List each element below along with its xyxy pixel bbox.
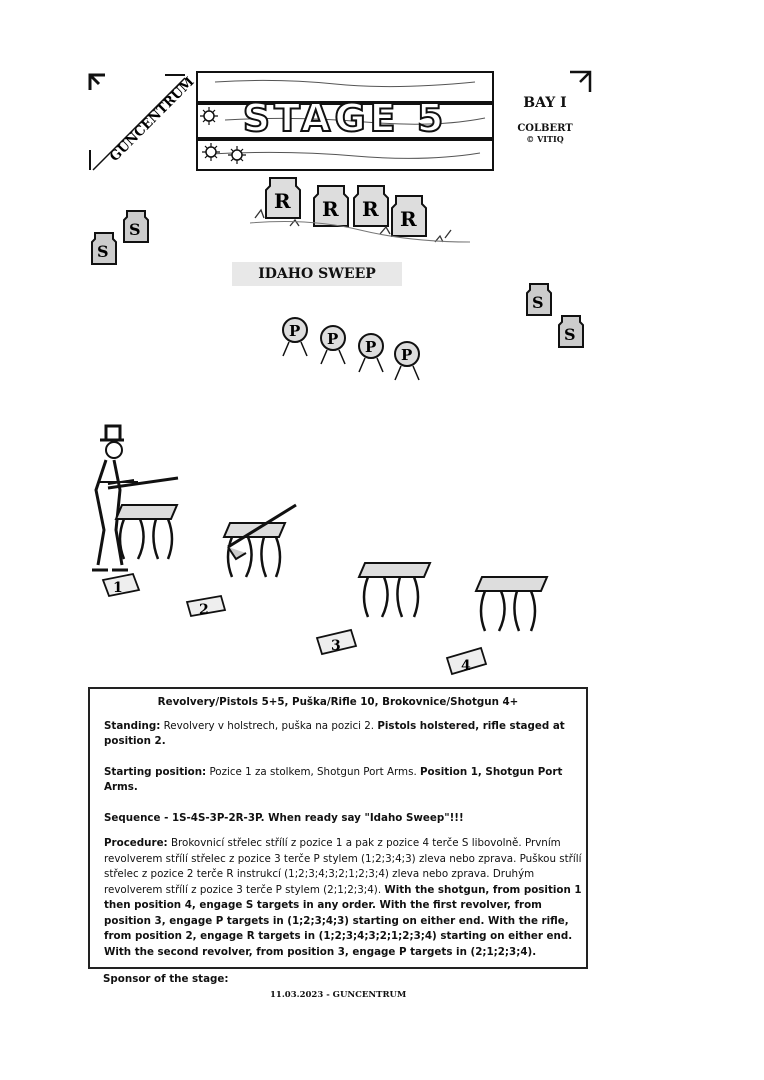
svg-text:3: 3: [331, 638, 341, 654]
position-marker-4: [447, 648, 486, 674]
standing-en: Pistols holstered, rifle staged at position 2.: [104, 719, 565, 747]
svg-text:P: P: [289, 322, 301, 340]
svg-text:P: P: [365, 338, 377, 356]
bay-info: [500, 95, 590, 144]
shotgun-targets-left: [85, 205, 160, 270]
svg-text:S: S: [564, 325, 576, 344]
svg-text:R: R: [400, 207, 417, 231]
stage-briefing: [88, 687, 588, 969]
svg-text:S: S: [532, 293, 544, 312]
position-marker-3: [317, 630, 356, 654]
target-p-4: [395, 342, 419, 380]
shotgun-targets-right: [522, 278, 597, 353]
target-r-1: [266, 178, 300, 218]
pistol-targets: [275, 310, 445, 390]
procedure-en: With the shotgun, from position 1 then position 4, engage S targets in any order. With the first revolver, from position 3, engage P targets in (1;2;3;4;3) starting on either end. With the rifle, from position 2, engage R targets in (1;2;3;4;3;2;1;2;3;4) starting on either end. With the second revolver, from position 3, engage P targets in (2;1;2;3;4).: [104, 883, 582, 958]
stage-title: STAGE 5: [242, 96, 448, 140]
start-label: Starting position:: [104, 765, 207, 778]
start-cz: Pozice 1 za stolkem, Shotgun Port Arms.: [206, 765, 421, 778]
svg-text:S: S: [97, 242, 109, 261]
start-paragraph: [104, 765, 586, 796]
svg-text:4: 4: [461, 658, 471, 674]
svg-text:R: R: [274, 189, 291, 213]
start-en: Position 1, Shotgun Port Arms.: [104, 765, 563, 793]
target-s-2: [124, 211, 148, 242]
svg-text:R: R: [362, 197, 379, 221]
bay-label: BAY I: [523, 95, 567, 111]
footer-date: 11.03.2023 - GUNCENTRUM: [270, 990, 407, 1000]
svg-text:1: 1: [113, 580, 123, 596]
table-position-1: [116, 505, 177, 559]
position-markers: [95, 570, 515, 685]
svg-text:P: P: [401, 346, 413, 364]
stage-name: IDAHO SWEEP: [232, 262, 402, 286]
guncentrum-emblem: [85, 70, 195, 180]
target-r-3: [354, 186, 388, 226]
corner-flourish-icon: [568, 70, 592, 94]
position-marker-1: [103, 574, 139, 596]
procedure-paragraph: [104, 836, 586, 960]
standing-paragraph: [104, 719, 586, 750]
sequence-line: Sequence - 1S-4S-3P-2R-3P. When ready say "Idaho Sweep"!!!: [104, 811, 464, 824]
guncentrum-label: GUNCENTRUM: [107, 74, 195, 165]
procedure-label: Procedure:: [104, 837, 168, 849]
standing-cz: Revolvery v holstrech, puška na pozici 2.: [160, 719, 378, 732]
rifle-targets: [250, 168, 470, 253]
colbert-label: COLBERT: [517, 123, 573, 134]
target-p-1: [283, 318, 307, 356]
target-s-3: [527, 284, 551, 315]
svg-text:P: P: [327, 330, 339, 348]
position-marker-2: [187, 596, 225, 618]
author-label: © VITIQ: [526, 134, 564, 144]
procedure-cz: Brokovnicí střelec střílí z pozice 1 a pak z pozice 4 terče S libovolně. Prvním revolverem střílí střelec z pozice 3 terče P stylem (1;2;3;4;3) zleva nebo zprava. Puškou střílí střelec z pozice 2 terče R instrukcí (1;2;3;4;3;2;1;2;3;4) zleva nebo zprava. Druhým revolverem střílí z pozice 3 terče P stylem (2;1;2;3;4).: [104, 837, 582, 896]
sponsor-label: Sponsor of the stage:: [103, 973, 229, 985]
svg-text:S: S: [129, 220, 141, 239]
target-s-4: [559, 316, 583, 347]
target-r-4: [392, 196, 426, 236]
svg-text:R: R: [322, 197, 339, 221]
target-r-2: [314, 186, 348, 226]
stage-sign: [195, 68, 495, 176]
target-s-1: [92, 233, 116, 264]
target-p-3: [359, 334, 383, 372]
standing-label: Standing:: [104, 719, 161, 732]
target-p-2: [321, 326, 345, 364]
guns-line: Revolvery/Pistols 5+5, Puška/Rifle 10, Brokovnice/Shotgun 4+: [157, 696, 519, 708]
svg-text:2: 2: [199, 602, 209, 618]
